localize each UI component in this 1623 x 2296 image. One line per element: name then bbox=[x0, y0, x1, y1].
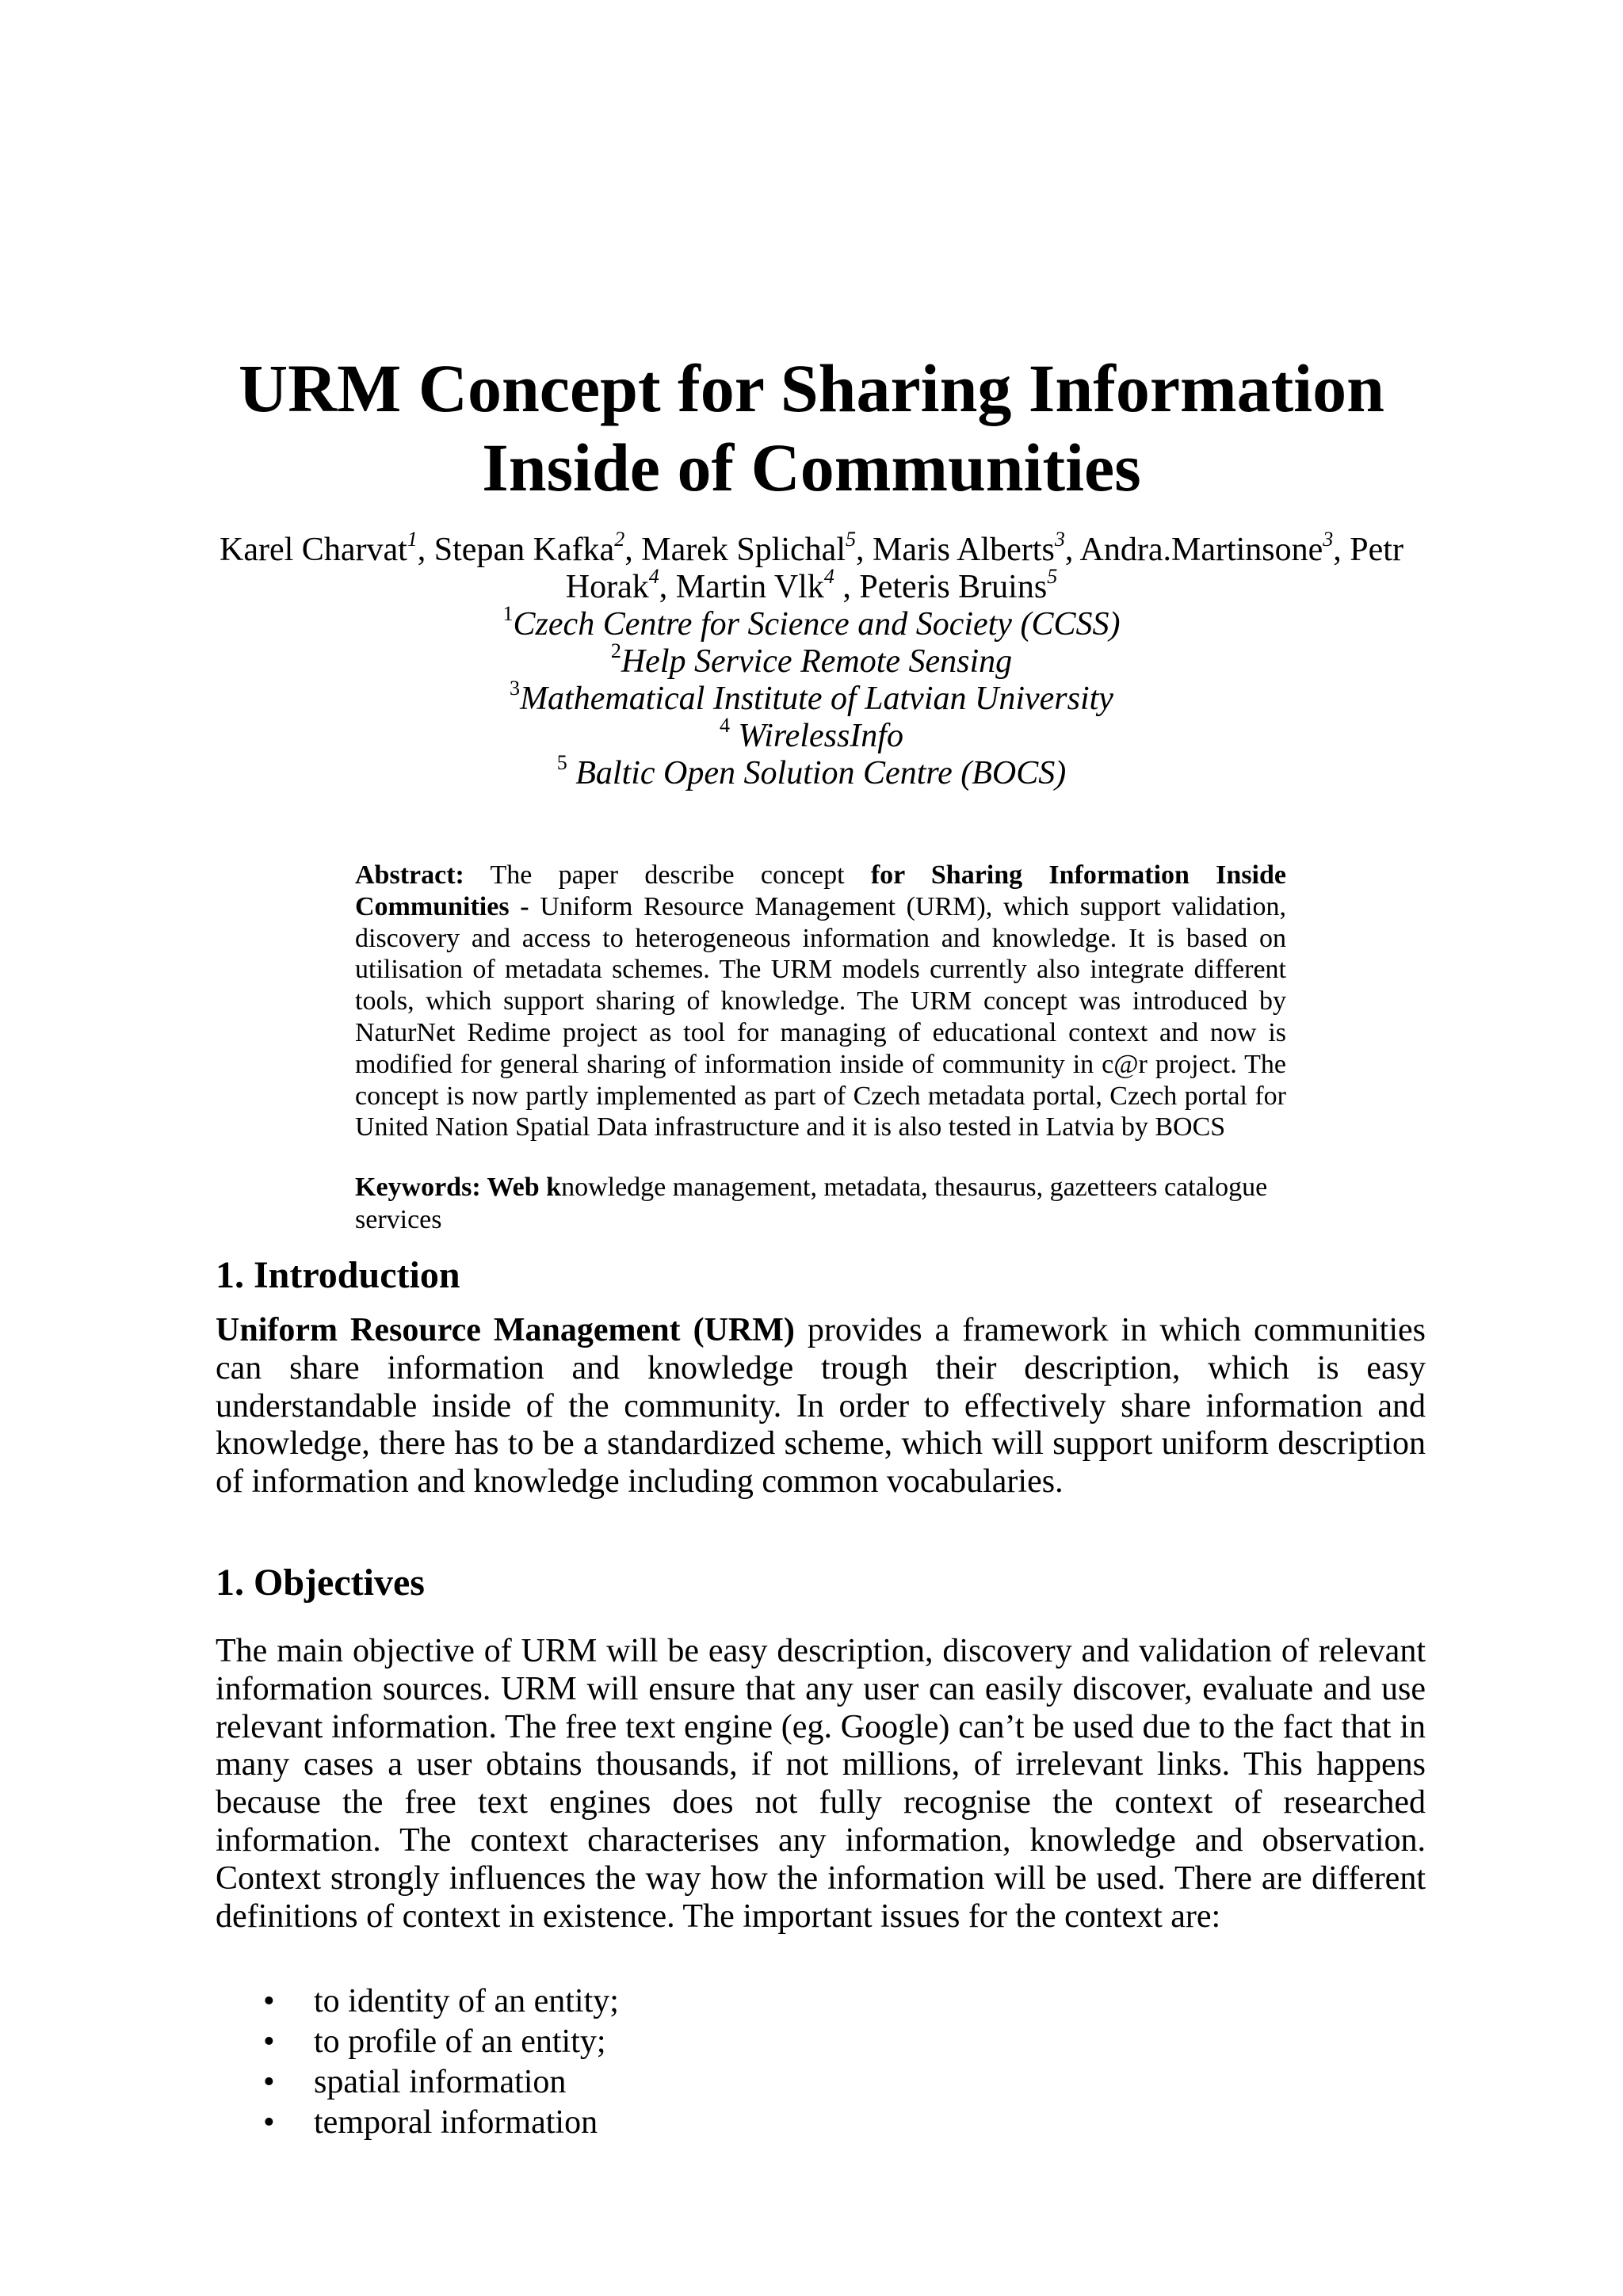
abstract-paragraph bbox=[355, 860, 1286, 1143]
introduction-text: provides a framework in which communities can share information and knowledge trough their description, which is easy understandable inside of the community. In order to effectively share information and knowledge, there has to be a standardized scheme, which will support uniform description of information and knowledge including common vocabularies. bbox=[216, 1312, 1426, 1501]
list-item-text: to identity of an entity; bbox=[314, 1983, 619, 2019]
keywords bbox=[355, 1171, 1286, 1236]
author-affiliation-mark: 5 bbox=[1047, 565, 1058, 589]
paper-title bbox=[190, 349, 1433, 507]
keywords-label: Keywords: bbox=[355, 1173, 481, 1202]
affiliation-item bbox=[206, 639, 1417, 681]
context-issues-list bbox=[216, 1981, 1426, 2143]
list-item bbox=[216, 2103, 1426, 2143]
author-name: Horak bbox=[565, 569, 649, 605]
author-name: Maris Alberts bbox=[873, 532, 1055, 568]
affiliation-list bbox=[206, 602, 1417, 792]
affiliation-item bbox=[206, 751, 1417, 792]
author-affiliation-mark: 3 bbox=[1323, 528, 1334, 551]
author-affiliation-mark: 4 bbox=[648, 565, 659, 589]
abstract-intro: The paper describe concept bbox=[464, 860, 871, 890]
introduction-paragraph bbox=[216, 1312, 1426, 1501]
author-affiliation-mark: 2 bbox=[614, 528, 625, 551]
affiliation-name: WirelessInfo bbox=[738, 718, 903, 754]
affiliation-name: Baltic Open Solution Centre (BOCS) bbox=[575, 755, 1067, 791]
affiliation-item bbox=[206, 677, 1417, 718]
affiliation-number: 2 bbox=[610, 639, 621, 663]
abstract-text: Uniform Resource Management (URM), which support validation, discovery and access to heterogeneous information and knowledge. It is based on utilisation of metadata schemes. The URM models currently also integrate different tools, which support sharing of knowledge. The URM concept was introduced by NaturNet Redime project as tool for managing of educational context and now is modified for general sharing of information inside of community in c@r project. The concept is now partly implemented as part of Czech metadata portal, Czech portal for United Nation Spatial Data infrastructure and it is also tested in Latvia by BOCS bbox=[355, 891, 1286, 1142]
author-affiliation-mark: 4 bbox=[823, 565, 834, 589]
author-affiliation-mark: 3 bbox=[1054, 528, 1065, 551]
keywords-text: nowledge management, metadata, thesaurus, gazetteers catalogue services bbox=[355, 1173, 1268, 1234]
list-item bbox=[216, 2062, 1426, 2103]
author-line-tail: , Petr bbox=[1333, 532, 1403, 568]
keywords-bold-part: Web k bbox=[480, 1173, 562, 1202]
author-line-1: Karel Charvat$^1$, Stepan Kafka$^2$, Marek Splichal$^5$, Maris Alberts$^3$, Andra.Martinsone$^3$, Petr bbox=[220, 528, 1403, 568]
affiliation-number: 1 bbox=[502, 602, 514, 626]
abstract bbox=[355, 860, 1286, 1143]
affiliation-name: Czech Centre for Science and Society (CCSS) bbox=[513, 606, 1121, 643]
author-name: Karel Charvat bbox=[220, 532, 407, 568]
section-heading-objectives: 1. Objectives bbox=[216, 1562, 425, 1604]
list-item-text: temporal information bbox=[314, 2104, 598, 2141]
affiliation-number: 4 bbox=[720, 714, 731, 738]
author-name: Peteris Bruins bbox=[859, 569, 1048, 605]
title-line-1: URM Concept for Sharing Information bbox=[238, 350, 1385, 426]
bullet-icon: • bbox=[263, 2064, 275, 2100]
abstract-label: Abstract: bbox=[355, 860, 464, 890]
author-name: Stepan Kafka bbox=[433, 532, 615, 568]
author-name: Andra.Martinsone bbox=[1079, 532, 1323, 568]
affiliation-name: Mathematical Institute of Latvian University bbox=[520, 681, 1113, 717]
title-line-2: Inside of Communities bbox=[482, 429, 1141, 505]
section-heading-introduction: 1. Introduction bbox=[216, 1254, 460, 1296]
affiliation-item bbox=[206, 714, 1417, 755]
author-affiliation-mark: 5 bbox=[845, 528, 856, 551]
author-affiliation-mark: 1 bbox=[407, 528, 418, 551]
affiliation-number: 3 bbox=[510, 677, 521, 700]
list-item-text: to profile of an entity; bbox=[314, 2023, 606, 2060]
author-name: Marek Splichal bbox=[641, 532, 846, 568]
abstract-bold-phrase: for Sharing Information Inside Communities - bbox=[355, 860, 1287, 921]
objectives-text: The main objective of URM will be easy description, discovery and validation of relevant information sources. URM will ensure that any user can easily discover, evaluate and use relevant information. The free text engine (eg. Google) can’t be used due to the fact that in many cases a user obtains thousands, if not millions, of irrelevant links. This happens because the free text engines does not fully recognise the context of researched information. The context characterises any information, knowledge and observation. Context strongly influences the way how the information will be used. There are different definitions of context in existence. The important issues for the context are: bbox=[216, 1633, 1426, 1935]
objectives-paragraph bbox=[216, 1633, 1426, 1936]
bullet-icon: • bbox=[263, 1983, 275, 2019]
list-item bbox=[216, 1981, 1426, 2022]
affiliation-name: Help Service Remote Sensing bbox=[621, 643, 1013, 680]
affiliation-number: 5 bbox=[556, 751, 567, 775]
author-line-2: Horak$^4$, Martin Vlk$^4$ , Peteris Bruins$^5$ bbox=[565, 565, 1058, 605]
affiliation-item bbox=[206, 602, 1417, 643]
list-item-text: spatial information bbox=[314, 2064, 567, 2100]
author-list bbox=[206, 528, 1417, 606]
bullet-icon: • bbox=[263, 2104, 275, 2141]
introduction-bold-lead: Uniform Resource Management (URM) bbox=[216, 1312, 795, 1348]
list-item bbox=[216, 2022, 1426, 2062]
author-name: Martin Vlk bbox=[675, 569, 824, 605]
bullet-icon: • bbox=[263, 2023, 275, 2060]
